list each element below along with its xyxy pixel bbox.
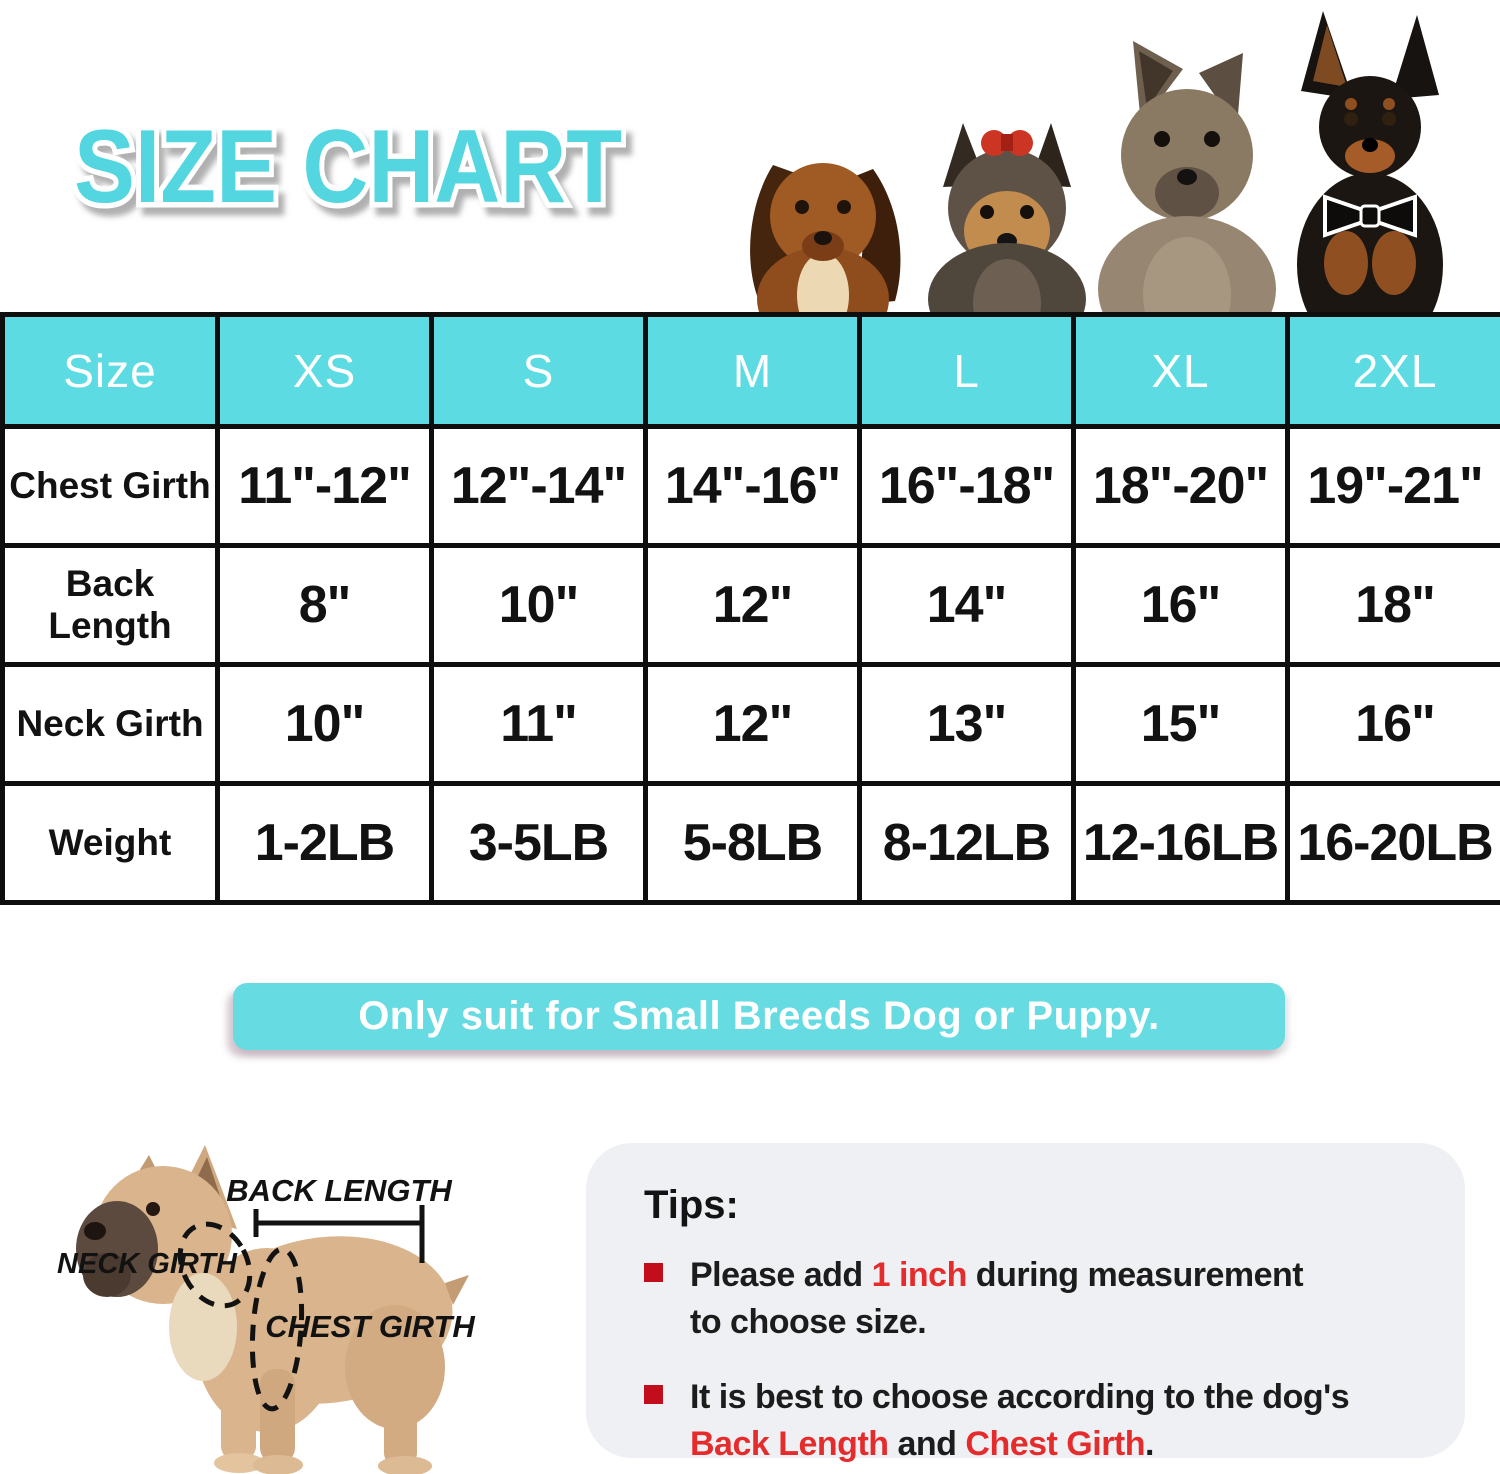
size-value-cell: 8" (218, 546, 432, 665)
table-header-row (3, 315, 1500, 427)
tips-list (644, 1252, 1429, 1468)
column-header-s: S (432, 315, 646, 427)
size-value-cell: 12" (646, 665, 860, 784)
dogs-photo-strip (715, 3, 1460, 312)
small-breeds-banner (233, 983, 1285, 1050)
back-length-label: BACK LENGTH (226, 1173, 452, 1208)
bullet-square-icon (644, 1263, 663, 1282)
size-value-cell: 3-5LB (432, 784, 646, 903)
column-header-size: Size (3, 315, 218, 427)
tip-text: Please add 1 inch during measurement to choose size. (690, 1256, 1304, 1341)
row-label: Back Length (3, 546, 218, 665)
size-value-cell: 12" (646, 546, 860, 665)
size-value-cell: 13" (860, 665, 1074, 784)
size-value-cell: 12-16LB (1074, 784, 1288, 903)
size-value-cell: 19"-21" (1288, 427, 1500, 546)
size-value-cell: 18"-20" (1074, 427, 1288, 546)
tip-item (644, 1374, 1429, 1468)
size-value-cell: 14" (860, 546, 1074, 665)
table-row (3, 784, 1500, 903)
size-value-cell: 16" (1288, 665, 1500, 784)
tip-text: It is best to choose according to the dog's Back Length and Chest Girth. (690, 1377, 1350, 1463)
column-header-l: L (860, 315, 1074, 427)
size-value-cell: 14"-16" (646, 427, 860, 546)
table-row (3, 427, 1500, 546)
size-value-cell: 18" (1288, 546, 1500, 665)
size-value-cell: 11" (432, 665, 646, 784)
size-chart-title (62, 90, 722, 240)
row-label: Chest Girth (3, 427, 218, 546)
size-value-cell: 5-8LB (646, 784, 860, 903)
tips-heading: Tips: (644, 1183, 739, 1227)
size-value-cell: 16"-18" (860, 427, 1074, 546)
size-value-cell: 11"-12" (218, 427, 432, 546)
page-title: SIZE CHART (74, 109, 622, 225)
column-header-m: M (646, 315, 860, 427)
row-label: Weight (3, 784, 218, 903)
bullet-square-icon (644, 1385, 663, 1404)
size-value-cell: 12"-14" (432, 427, 646, 546)
size-value-cell: 16" (1074, 546, 1288, 665)
table-row (3, 665, 1500, 784)
dog-photo-cairn-terrier (1098, 41, 1276, 312)
size-value-cell: 8-12LB (860, 784, 1074, 903)
dog-photo-yorkie (928, 123, 1086, 312)
size-value-cell: 16-20LB (1288, 784, 1500, 903)
dog-measurement-diagram (55, 1135, 630, 1474)
chest-girth-label: CHEST GIRTH (265, 1309, 475, 1344)
dog-photo-min-pin (1297, 11, 1443, 312)
row-label: Neck Girth (3, 665, 218, 784)
tips-box (586, 1143, 1465, 1463)
size-chart-table (0, 312, 1500, 905)
column-header-xl: XL (1074, 315, 1288, 427)
dog-photo-small-brown (750, 163, 900, 312)
size-value-cell: 10" (218, 665, 432, 784)
size-value-cell: 10" (432, 546, 646, 665)
table-row (3, 546, 1500, 665)
neck-girth-label: NECK GIRTH (57, 1248, 237, 1280)
tip-item (644, 1252, 1429, 1346)
column-header-2xl: 2XL (1288, 315, 1500, 427)
column-header-xs: XS (218, 315, 432, 427)
banner-text: Only suit for Small Breeds Dog or Puppy. (358, 994, 1160, 1038)
size-value-cell: 15" (1074, 665, 1288, 784)
size-value-cell: 1-2LB (218, 784, 432, 903)
